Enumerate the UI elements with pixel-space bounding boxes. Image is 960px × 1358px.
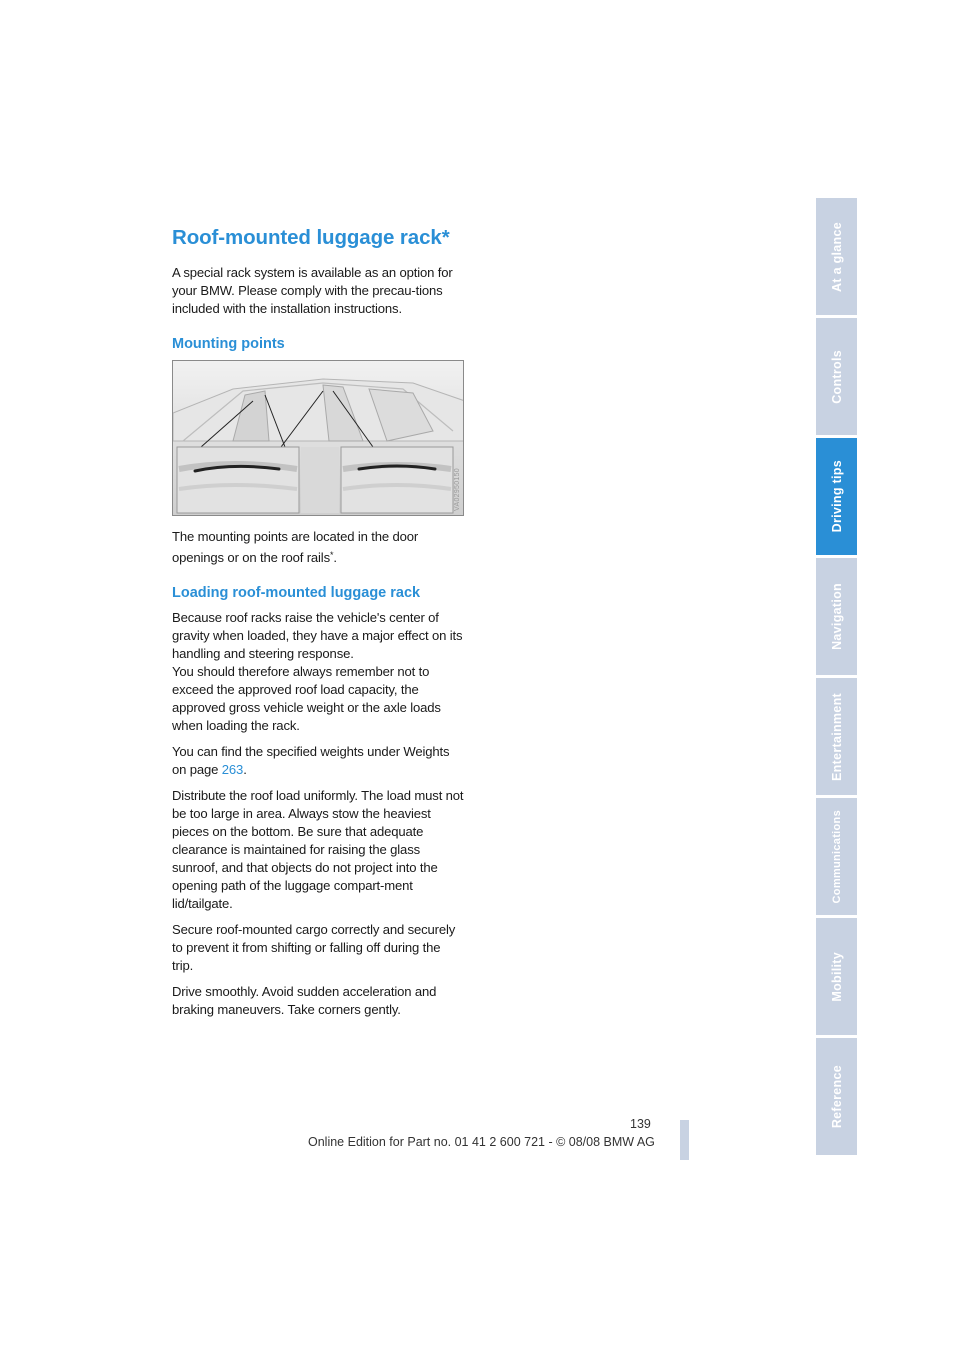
tab-reference[interactable]: Reference — [816, 1038, 857, 1155]
car-roof-illustration — [173, 361, 464, 516]
chapter-tabs — [816, 198, 857, 1158]
page-number: 139 — [630, 1117, 651, 1131]
loading-paragraph-1b: You should therefore always remember not to exceed the approved roof load capacity, the approved gross vehicle weight or the axle loads when loading the rack. — [172, 664, 441, 733]
tab-driving-tips[interactable]: Driving tips — [816, 438, 857, 555]
mounting-points-text: The mounting points are located in the door openings or on the roof rails*. — [172, 529, 419, 565]
page-title: Roof-mounted luggage rack* — [172, 226, 450, 249]
mounting-points-heading: Mounting points — [172, 336, 285, 352]
tab-controls[interactable]: Controls — [816, 318, 857, 435]
option-star: * — [329, 550, 334, 560]
mounting-points-illustration — [172, 360, 464, 516]
tab-entertainment[interactable]: Entertainment — [816, 678, 857, 795]
tab-communications[interactable]: Communications — [816, 798, 857, 915]
footer-bar — [680, 1120, 689, 1160]
tab-at-a-glance[interactable]: At a glance — [816, 198, 857, 315]
loading-paragraph-3: Distribute the roof load uniformly. The load must not be too large in area. Always stow the heaviest pieces on the bottom. Be sure that adequate clearance is maintained for raising the glass sunroof, and that objects do not project into the opening path of the luggage compart-ment lid/tailgate. — [172, 788, 464, 911]
loading-paragraph-5: Drive smoothly. Avoid sudden acceleration and braking maneuvers. Take corners gently. — [172, 984, 437, 1017]
loading-paragraph-2: You can find the specified weights under Weights on page 263. — [172, 744, 450, 777]
intro-paragraph: A special rack system is available as an option for your BMW. Please comply with the precau-tions included with the installation instructions. — [172, 265, 453, 316]
page-link[interactable]: 263 — [221, 762, 244, 777]
loading-paragraph-4: Secure roof-mounted cargo correctly and securely to prevent it from shifting or falling off during the trip. — [172, 922, 456, 973]
edition-line: Online Edition for Part no. 01 41 2 600 721 - © 08/08 BMW AG — [308, 1135, 655, 1149]
tab-navigation[interactable]: Navigation — [816, 558, 857, 675]
figure-code: VA02950150 — [454, 468, 461, 511]
loading-heading: Loading roof-mounted luggage rack — [172, 585, 421, 601]
loading-paragraph-1: Because roof racks raise the vehicle's center of gravity when loaded, they have a major effect on its handling and steering response. — [172, 610, 463, 661]
page-content — [172, 226, 464, 1027]
tab-mobility[interactable]: Mobility — [816, 918, 857, 1035]
